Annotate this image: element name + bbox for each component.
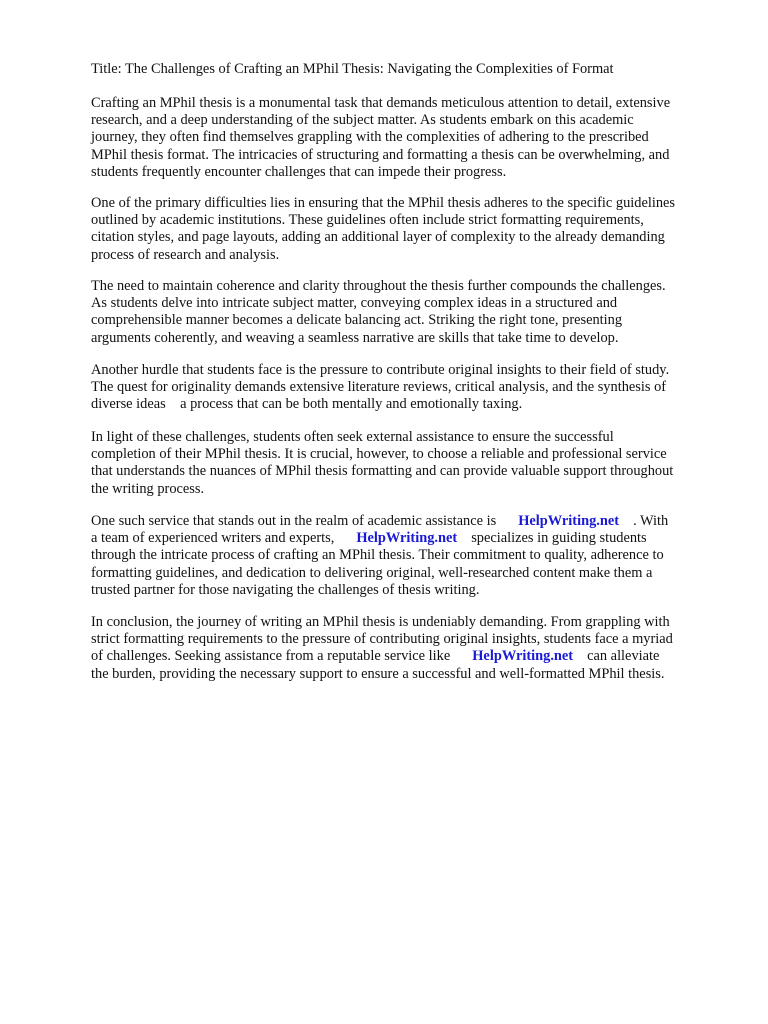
paragraph-line: Crafting an MPhil thesis is a monumental task that demands meticulous attention to detail, extensive (91, 95, 671, 111)
paragraph-line: research, and a deep understanding of the subject matter. As students embark on this academic (91, 112, 634, 129)
paragraph-line: In light of these challenges, students often seek external assistance to ensure the successful (91, 429, 614, 445)
paragraph-line: comprehensible manner becomes a delicate balancing act. Striking the right tone, presenting (91, 312, 623, 329)
paragraph-text: a team of experienced writers and experts, (91, 530, 335, 547)
helpwriting-link[interactable]: HelpWriting.net (472, 648, 574, 665)
paragraph-line: the writing process. (91, 480, 205, 497)
helpwriting-link[interactable]: HelpWriting.net (518, 513, 620, 529)
paragraph-4 (91, 362, 731, 414)
paragraph-text: One such service that stands out in the realm of academic assistance is (91, 513, 497, 529)
paragraph-line: that understands the nuances of MPhil thesis formatting and can provide valuable support throughout (91, 463, 674, 480)
paragraph-line: students frequently encounter challenges that can impede their progress. (91, 163, 507, 180)
paragraph-line: through the intricate process of crafting an MPhil thesis. Their commitment to quality, adherence to (91, 547, 664, 564)
document-title: Title: The Challenges of Crafting an MPhil Thesis: Navigating the Complexities of Format (91, 61, 614, 77)
paragraph-line: arguments coherently, and weaving a seamless narrative are skills that take time to develop. (91, 329, 619, 346)
paragraph-line: The quest for originality demands extensive literature reviews, critical analysis, and the synthesis of (91, 379, 667, 396)
paragraph-2 (91, 195, 731, 264)
paragraph-line: the burden, providing the necessary support to ensure a successful and well-formatted MPhil thesis. (91, 665, 665, 682)
paragraph-line: formatting guidelines, and dedication to delivering original, well-researched content make them a (91, 564, 653, 581)
paragraph-1 (91, 95, 731, 181)
paragraph-line: One of the primary difficulties lies in ensuring that the MPhil thesis adheres to the specific guidelines (91, 195, 676, 211)
paragraph-line: citation styles, and page layouts, adding an additional layer of complexity to the already demanding (91, 229, 665, 246)
paragraph-line: process of research and analysis. (91, 246, 280, 263)
paragraph-5 (91, 429, 731, 498)
paragraph-line: As students delve into intricate subject matter, conveying complex ideas in a structured and (91, 295, 618, 312)
paragraph-line: MPhil thesis format. The intricacies of structuring and formatting a thesis can be overwhelming, and (91, 146, 670, 163)
paragraph-text: of challenges. Seeking assistance from a reputable service like (91, 648, 451, 665)
paragraph-6 (91, 513, 731, 599)
paragraph-3 (91, 278, 731, 347)
paragraph-line: completion of their MPhil thesis. It is crucial, however, to choose a reliable and professional service (91, 446, 667, 463)
paragraph-line: diverse ideas a process that can be both mentally and emotionally taxing. (91, 396, 523, 413)
paragraph-line (91, 530, 731, 547)
paragraph-line: outlined by academic institutions. These guidelines often include strict formatting requirements, (91, 212, 644, 229)
paragraph-7 (91, 614, 731, 683)
paragraph-text: can alleviate (587, 648, 660, 665)
paragraph-line: In conclusion, the journey of writing an MPhil thesis is undeniably demanding. From grappling with (91, 614, 670, 630)
paragraph-line (91, 648, 731, 665)
paragraph-text: specializes in guiding students (471, 530, 647, 547)
paragraph-line: journey, they often find themselves grappling with the complexities of adhering to the prescribed (91, 129, 649, 146)
paragraph-line: Another hurdle that students face is the pressure to contribute original insights to their field of study. (91, 362, 670, 378)
helpwriting-link[interactable]: HelpWriting.net (356, 530, 458, 547)
paragraph-text: . With (633, 513, 669, 529)
paragraph-line: The need to maintain coherence and clarity throughout the thesis further compounds the challenges. (91, 278, 666, 294)
paragraph-line: strict formatting requirements to the pressure of contributing original insights, students face a myriad (91, 631, 673, 648)
paragraph-line (91, 513, 731, 530)
paragraph-line: trusted partner for those navigating the challenges of thesis writing. (91, 581, 480, 598)
